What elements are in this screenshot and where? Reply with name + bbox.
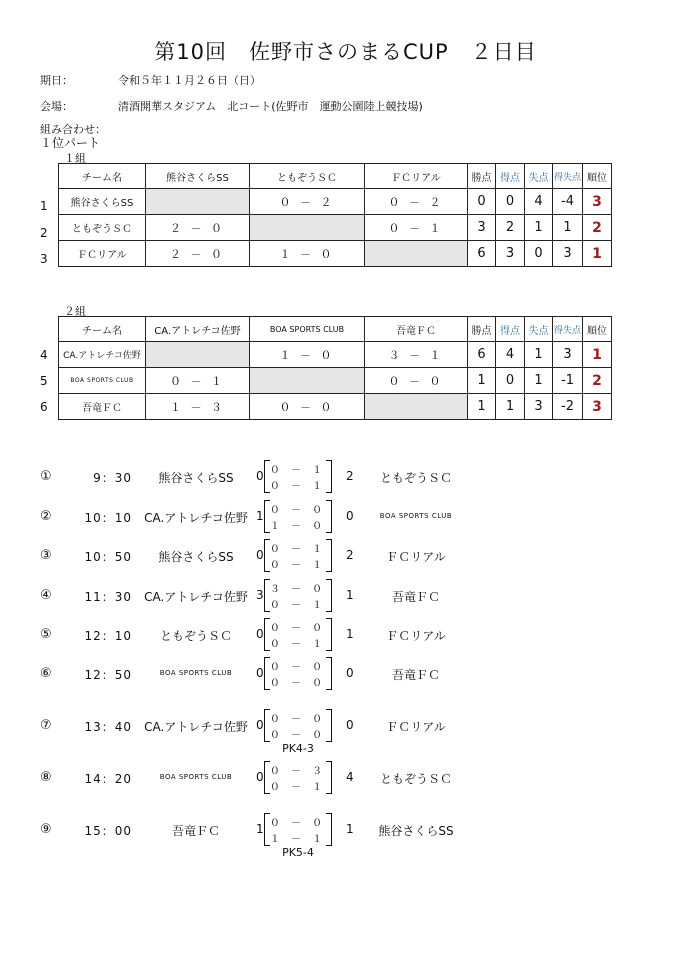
- group2-standings-table: [58, 316, 612, 420]
- match-number: ⑨: [40, 822, 52, 837]
- row-number: 5: [40, 374, 48, 388]
- away-team: 吾竜ＦＣ: [391, 668, 440, 682]
- first-half-score: ０ － ０: [269, 505, 327, 516]
- team-name: BOA SPORTS CLUB: [59, 368, 146, 394]
- match-row: [0, 539, 691, 573]
- match-number: ⑤: [40, 627, 52, 642]
- header-opponent: CA.アトレチコ佐野: [146, 317, 250, 342]
- team-name: ＦＣリアル: [59, 241, 146, 267]
- points-cell: 6: [468, 241, 496, 267]
- points-cell: 6: [468, 342, 496, 368]
- goals-against-cell: 0: [525, 241, 553, 267]
- home-score: 1: [256, 509, 264, 523]
- result-cell: ０ － ２: [250, 189, 365, 215]
- row-number: 2: [40, 226, 48, 240]
- match-row: [0, 460, 691, 494]
- home-team: 熊谷さくらSS: [158, 550, 234, 564]
- table-row: [59, 215, 612, 241]
- first-half-score: ０ － ０: [269, 623, 327, 634]
- home-score: 1: [256, 822, 264, 836]
- result-cell: ０ － １: [146, 368, 250, 394]
- goal-difference-cell: -1: [553, 368, 583, 394]
- match-number: ①: [40, 469, 52, 484]
- away-team: ＦＣリアル: [386, 720, 446, 734]
- away-team: ＦＣリアル: [386, 629, 446, 643]
- table-header-row: [59, 317, 612, 342]
- first-half-score: ０ － ０: [269, 662, 327, 673]
- team-name: CA.アトレチコ佐野: [59, 342, 146, 368]
- header-opponent: ともぞうＳＣ: [250, 164, 365, 189]
- header-team: チーム名: [59, 164, 146, 189]
- table-row: [59, 241, 612, 267]
- match-row: [0, 500, 691, 534]
- match-row: [0, 579, 691, 613]
- team-name: 熊谷さくらSS: [59, 189, 146, 215]
- home-team: CA.アトレチコ佐野: [144, 590, 248, 604]
- result-cell: １ － ０: [250, 342, 365, 368]
- home-team: ともぞうＳＣ: [159, 629, 232, 643]
- group2-label: ２組: [64, 305, 86, 318]
- result-cell: １ － ３: [146, 394, 250, 420]
- match-number: ④: [40, 588, 52, 603]
- goal-difference-cell: -4: [553, 189, 583, 215]
- home-score: 0: [256, 469, 264, 483]
- table-row: [59, 342, 612, 368]
- rank-cell: 3: [583, 189, 612, 215]
- self-cell: [365, 241, 468, 267]
- away-score: 0: [346, 509, 354, 523]
- match-time: 15：00: [84, 824, 132, 838]
- match-number: ⑦: [40, 718, 52, 733]
- home-team: 熊谷さくらSS: [158, 471, 234, 485]
- match-time: 10：50: [84, 550, 132, 564]
- home-score: 3: [256, 588, 264, 602]
- header-opponent: ＦＣリアル: [365, 164, 468, 189]
- header-goal-difference: 得失点: [553, 317, 583, 342]
- match-row: [0, 761, 691, 795]
- home-score: 0: [256, 770, 264, 784]
- rank-cell: 2: [583, 215, 612, 241]
- result-cell: ３ － １: [365, 342, 468, 368]
- table-header-row: [59, 164, 612, 189]
- goals-for-cell: 1: [496, 394, 525, 420]
- points-cell: 3: [468, 215, 496, 241]
- header-rank: 順位: [583, 164, 612, 189]
- home-score: 0: [256, 627, 264, 641]
- match-number: ⑧: [40, 770, 52, 785]
- goal-difference-cell: 3: [553, 342, 583, 368]
- first-half-score: ０ － １: [269, 544, 327, 555]
- self-cell: [250, 215, 365, 241]
- away-team: ともぞうＳＣ: [379, 471, 452, 485]
- self-cell: [250, 368, 365, 394]
- header-team: チーム名: [59, 317, 146, 342]
- home-score: 0: [256, 718, 264, 732]
- result-cell: ０ － ０: [365, 368, 468, 394]
- away-team: ともぞうＳＣ: [379, 772, 452, 786]
- penalty-result: PK4-3: [282, 742, 314, 755]
- goals-for-cell: 4: [496, 342, 525, 368]
- points-cell: 1: [468, 368, 496, 394]
- match-number: ②: [40, 509, 52, 524]
- away-score: 2: [346, 548, 354, 562]
- goals-for-cell: 2: [496, 215, 525, 241]
- page-title: 第10回 佐野市さのまるCUP ２日目: [154, 40, 537, 64]
- row-number: 4: [40, 348, 48, 362]
- rank-cell: 1: [583, 342, 612, 368]
- goal-difference-cell: 3: [553, 241, 583, 267]
- second-half-score: ０ － １: [269, 600, 327, 611]
- match-time: 9：30: [93, 471, 132, 485]
- match-time: 10：10: [84, 511, 132, 525]
- first-half-score: ３ － ０: [269, 584, 327, 595]
- venue-label: 会場：: [40, 100, 73, 113]
- header-points: 勝点: [468, 164, 496, 189]
- header-opponent: BOA SPORTS CLUB: [250, 317, 365, 342]
- home-team: CA.アトレチコ佐野: [144, 511, 248, 525]
- match-row: [0, 618, 691, 652]
- goals-for-cell: 0: [496, 368, 525, 394]
- second-half-score: １ － ０: [269, 521, 327, 532]
- match-row: [0, 813, 691, 859]
- header-points: 勝点: [468, 317, 496, 342]
- rank-cell: 2: [583, 368, 612, 394]
- match-time: 13：40: [84, 720, 132, 734]
- match-row: [0, 709, 691, 755]
- goals-for-cell: 0: [496, 189, 525, 215]
- group1-standings-table: [58, 163, 612, 267]
- team-name: 吾竜ＦＣ: [59, 394, 146, 420]
- away-team: ＦＣリアル: [386, 550, 446, 564]
- first-half-score: ０ － １: [269, 465, 327, 476]
- row-number: 1: [40, 199, 48, 213]
- second-half-score: ０ － １: [269, 782, 327, 793]
- date-label: 期日：: [40, 74, 73, 87]
- result-cell: ０ － １: [365, 215, 468, 241]
- away-score: 1: [346, 822, 354, 836]
- header-goals-against: 失点: [525, 317, 553, 342]
- part-label: １位パート: [40, 136, 101, 150]
- match-time: 12：50: [84, 668, 132, 682]
- goals-against-cell: 1: [525, 215, 553, 241]
- self-cell: [146, 342, 250, 368]
- result-cell: ２ － ０: [146, 241, 250, 267]
- row-number: 3: [40, 252, 48, 266]
- goals-against-cell: 1: [525, 342, 553, 368]
- match-time: 11：30: [84, 590, 132, 604]
- table-row: [59, 368, 612, 394]
- section-label: 組み合わせ：: [40, 123, 106, 136]
- goals-against-cell: 1: [525, 368, 553, 394]
- away-score: 1: [346, 588, 354, 602]
- first-half-score: ０ － ０: [269, 818, 327, 829]
- away-score: 0: [346, 718, 354, 732]
- penalty-result: PK5-4: [282, 846, 314, 859]
- away-score: 4: [346, 770, 354, 784]
- goals-against-cell: 4: [525, 189, 553, 215]
- header-goals-for: 得点: [496, 317, 525, 342]
- match-row: [0, 657, 691, 691]
- home-score: 0: [256, 548, 264, 562]
- home-team: BOA SPORTS CLUB: [159, 669, 233, 677]
- header-rank: 順位: [583, 317, 612, 342]
- header-goals-against: 失点: [525, 164, 553, 189]
- group1-label: １組: [64, 152, 86, 165]
- result-cell: １ － ０: [250, 241, 365, 267]
- second-half-score: ０ － １: [269, 560, 327, 571]
- result-cell: ０ － ２: [365, 189, 468, 215]
- result-cell: ２ － ０: [146, 215, 250, 241]
- table-row: [59, 189, 612, 215]
- away-team: 熊谷さくらSS: [378, 824, 454, 838]
- date-value: 令和５年１１月２６日（日）: [118, 74, 261, 87]
- rank-cell: 1: [583, 241, 612, 267]
- match-number: ③: [40, 548, 52, 563]
- away-team: 吾竜ＦＣ: [391, 590, 440, 604]
- away-score: 2: [346, 469, 354, 483]
- rank-cell: 3: [583, 394, 612, 420]
- result-cell: ０ － ０: [250, 394, 365, 420]
- second-half-score: ０ － ０: [269, 730, 327, 741]
- away-team: BOA SPORTS CLUB: [379, 512, 453, 520]
- goals-for-cell: 3: [496, 241, 525, 267]
- header-opponent: 熊谷さくらSS: [146, 164, 250, 189]
- goal-difference-cell: 1: [553, 215, 583, 241]
- second-half-score: １ － １: [269, 834, 327, 845]
- match-time: 12：10: [84, 629, 132, 643]
- home-team: 吾竜ＦＣ: [171, 824, 220, 838]
- points-cell: 0: [468, 189, 496, 215]
- points-cell: 1: [468, 394, 496, 420]
- goal-difference-cell: -2: [553, 394, 583, 420]
- venue-value: 清酒開華スタジアム 北コート(佐野市 運動公園陸上競技場): [118, 100, 423, 113]
- team-name: ともぞうＳＣ: [59, 215, 146, 241]
- header-goals-for: 得点: [496, 164, 525, 189]
- first-half-score: ０ － ０: [269, 714, 327, 725]
- away-score: 1: [346, 627, 354, 641]
- away-score: 0: [346, 666, 354, 680]
- match-number: ⑥: [40, 666, 52, 681]
- goals-against-cell: 3: [525, 394, 553, 420]
- second-half-score: ０ － １: [269, 639, 327, 650]
- second-half-score: ０ － １: [269, 481, 327, 492]
- home-score: 0: [256, 666, 264, 680]
- second-half-score: ０ － ０: [269, 678, 327, 689]
- match-time: 14：20: [84, 772, 132, 786]
- self-cell: [146, 189, 250, 215]
- table-row: [59, 394, 612, 420]
- header-opponent: 吾竜ＦＣ: [365, 317, 468, 342]
- self-cell: [365, 394, 468, 420]
- header-goal-difference: 得失点: [553, 164, 583, 189]
- home-team: BOA SPORTS CLUB: [159, 773, 233, 781]
- home-team: CA.アトレチコ佐野: [144, 720, 248, 734]
- first-half-score: ０ － ３: [269, 766, 327, 777]
- row-number: 6: [40, 400, 48, 414]
